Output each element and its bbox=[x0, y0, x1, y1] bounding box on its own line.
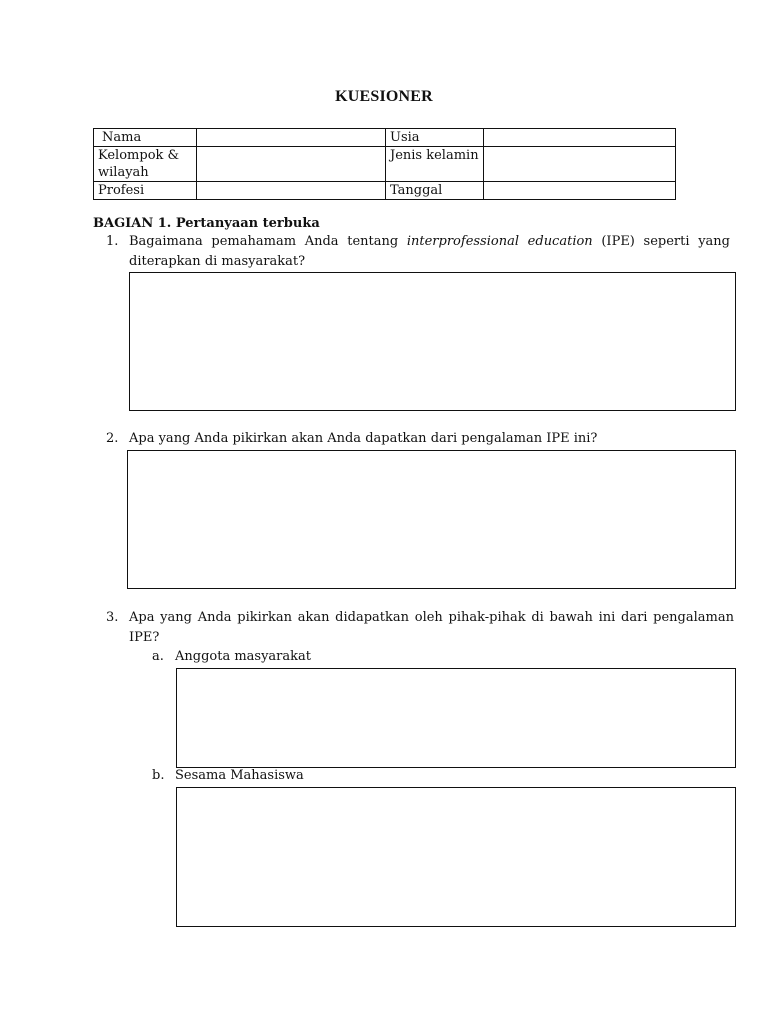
section-title: BAGIAN 1. Pertanyaan terbuka bbox=[93, 216, 320, 231]
question-3b-text: Sesama Mahasiswa bbox=[175, 768, 304, 783]
nama-field[interactable] bbox=[197, 129, 386, 147]
question-2-answer-box[interactable] bbox=[127, 450, 736, 589]
question-1-text-end: (IPE) seperti yang diterapkan di masyarakat? bbox=[129, 234, 730, 269]
question-1-text-start: Bagaimana pemahamam Anda tentang bbox=[129, 234, 407, 249]
table-row bbox=[94, 182, 676, 200]
document-title: KUESIONER bbox=[335, 88, 433, 105]
question-3b-answer-box[interactable] bbox=[176, 787, 736, 927]
question-3a-answer-box[interactable] bbox=[176, 668, 736, 768]
jenis-kelamin-field[interactable] bbox=[484, 147, 676, 182]
table-row bbox=[94, 147, 676, 182]
profesi-label: Profesi bbox=[94, 182, 197, 200]
question-3a-text: Anggota masyarakat bbox=[175, 649, 311, 664]
usia-field[interactable] bbox=[484, 129, 676, 147]
question-2-number: 2. bbox=[106, 431, 119, 446]
kelompok-wilayah-label: Kelompok & wilayah bbox=[94, 147, 197, 182]
question-3-number: 3. bbox=[106, 610, 119, 625]
nama-label: Nama bbox=[94, 129, 197, 147]
question-1-number: 1. bbox=[106, 234, 119, 249]
profesi-field[interactable] bbox=[197, 182, 386, 200]
usia-label: Usia bbox=[386, 129, 484, 147]
question-3a-letter: a. bbox=[152, 649, 164, 664]
table-row bbox=[94, 129, 676, 147]
question-3-text: Apa yang Anda pikirkan akan didapatkan oleh pihak-pihak di bawah ini dari pengalaman IPE? bbox=[129, 610, 734, 645]
question-1-text-italic: interprofessional education bbox=[406, 234, 593, 249]
tanggal-label: Tanggal bbox=[386, 182, 484, 200]
question-1-answer-box[interactable] bbox=[129, 272, 736, 411]
kelompok-wilayah-field[interactable] bbox=[197, 147, 386, 182]
tanggal-field[interactable] bbox=[484, 182, 676, 200]
jenis-kelamin-label: Jenis kelamin bbox=[386, 147, 484, 182]
question-3b-letter: b. bbox=[152, 768, 165, 783]
question-1-text bbox=[129, 232, 730, 272]
question-2-text: Apa yang Anda pikirkan akan Anda dapatkan dari pengalaman IPE ini? bbox=[129, 431, 598, 446]
identity-table bbox=[93, 128, 676, 200]
